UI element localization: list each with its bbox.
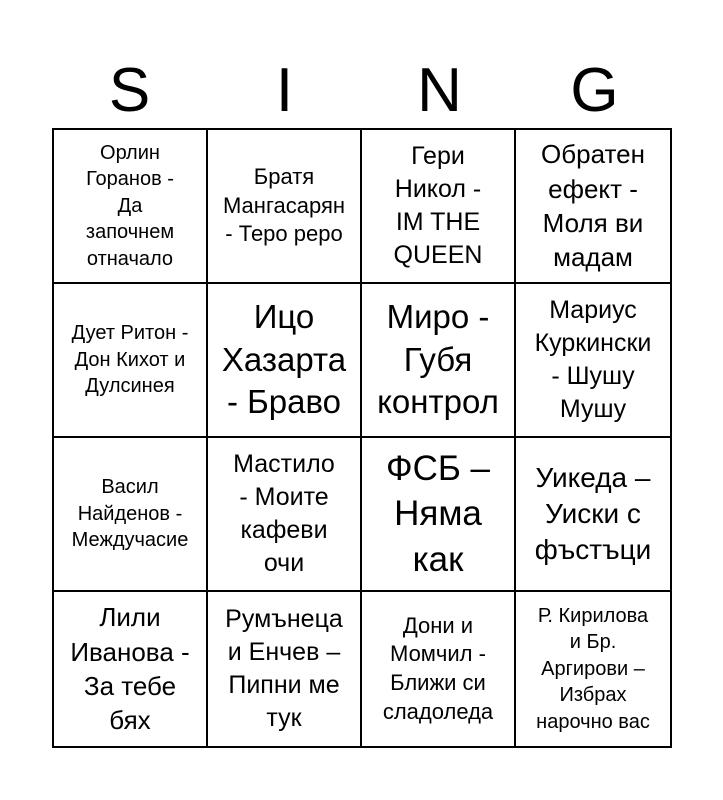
bingo-cell[interactable]	[516, 130, 670, 284]
cell-song-label: Дони и Момчил - Ближи си сладоледа	[382, 612, 494, 724]
bingo-cell[interactable]	[208, 130, 362, 284]
cell-song-label: ФСБ – Няма как	[385, 448, 491, 579]
cell-song-label: Румънеца и Енчев – Пипни ме тук	[225, 604, 343, 733]
bingo-cell[interactable]	[516, 284, 670, 438]
bingo-cell[interactable]	[516, 592, 670, 746]
bingo-cell[interactable]	[208, 438, 362, 592]
bingo-cell[interactable]	[54, 592, 208, 746]
cell-song-label: Васил Найденов - Междучасие	[71, 476, 189, 552]
cell-song-label: Миро - Губя контрол	[377, 297, 499, 421]
bingo-cell[interactable]	[362, 592, 516, 746]
bingo-header	[52, 50, 672, 128]
bingo-cell[interactable]	[208, 284, 362, 438]
cell-song-label: Орлин Горанов - Да започнем отначало	[85, 141, 175, 270]
cell-song-label: Лили Иванова - За тебе бях	[70, 602, 190, 736]
cell-song-label: Братя Мангасарян - Теро реро	[222, 164, 346, 247]
cell-song-label: Ицо Хазарта - Браво	[221, 297, 347, 421]
bingo-board	[52, 128, 672, 748]
cell-song-label: Мастило - Моите кафеви очи	[233, 449, 335, 578]
bingo-cell[interactable]	[516, 438, 670, 592]
cell-song-label: Р. Кирилова и Бр. Аргирови – Избрах нарочно вас	[536, 604, 650, 733]
header-letter-g: G	[570, 56, 619, 125]
bingo-cell[interactable]	[54, 130, 208, 284]
cell-song-label: Дует Ритон - Дон Кихот и Дулсинея	[71, 322, 189, 398]
bingo-cell[interactable]	[54, 284, 208, 438]
header-letter-i: I	[275, 56, 294, 125]
cell-song-label: Гери Никол - IM THE QUEEN	[393, 141, 483, 270]
bingo-cell[interactable]	[54, 438, 208, 592]
bingo-cell[interactable]	[362, 438, 516, 592]
header-letter-s: S	[108, 56, 151, 125]
bingo-cell[interactable]	[362, 284, 516, 438]
bingo-cell[interactable]	[362, 130, 516, 284]
header-letter-n: N	[417, 56, 462, 125]
cell-song-label: Обратен ефект - Моля ви мадам	[541, 139, 645, 273]
cell-song-label: Уикеда – Уиски с фъстъци	[534, 462, 652, 565]
cell-song-label: Мариус Куркински - Шушу Мушу	[534, 295, 652, 424]
bingo-cell[interactable]	[208, 592, 362, 746]
